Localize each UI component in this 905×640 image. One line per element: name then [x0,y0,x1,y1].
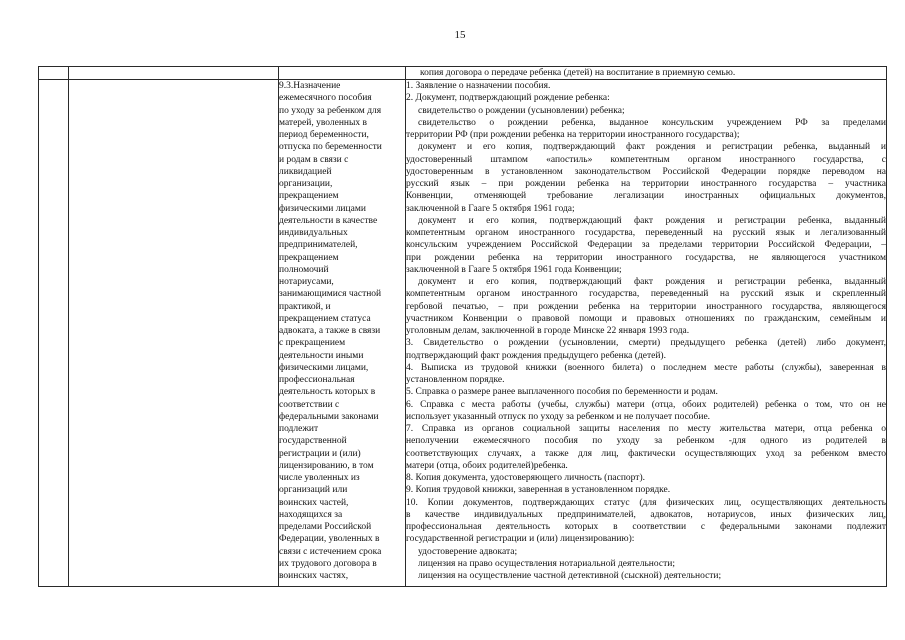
service-text-line: практикой, и [279,301,331,312]
requirements-table [38,66,887,587]
document-text-line: 3. Свидетельство о рождении (усыновлении, смерти) предыдущего ребенка (детей) либо документ, [406,338,886,349]
document-text-line: 2. Документ, подтверждающий рождение ребенка: [406,93,610,104]
document-text-line: участником Конвенции о правовой помощи и правовых отношениях по гражданским, семейным и [406,313,886,324]
document-paragraph [406,497,886,546]
document-text-line: компетентным органом иностранного государства, переведенный на русский язык и скрепленный [406,289,886,300]
service-text-line: регистрации и (или) [279,448,361,459]
document-paragraph [406,546,886,558]
document-text-line: 8. Копия документа, удостоверяющего личность (паспорт). [406,473,645,483]
document-paragraph [406,423,886,472]
document-text-line: профессиональная деятельность которых в соответствии с федеральными законами подлежит [406,522,886,532]
document-text-line: уголовным делам, заключенной в городе Минске 22 января 1993 года. [406,326,690,336]
service-text-line: прекращением статуса [279,313,371,324]
document-text-line: 9. Копия трудовой книжки, заверенная в установленном порядке. [406,485,671,496]
service-text-line: и родам в связи с [279,154,349,165]
document-text-line: 5. Справка о размере ранее выплаченного пособия по беременности и родам. [406,387,718,398]
service-text-line: их трудового договора в [279,558,377,569]
document-text-line: подтверждающий факт рождения предыдущего ребенка (детей). [406,350,666,361]
document-text-line: документ и его копия, подтверждающий факт рождения и регистрации ребенка, выданный и [418,142,886,153]
document-text-line: территории РФ (при рождении ребенка на территории иностранного государства); [406,130,740,140]
service-text-line: воинских частей, [279,497,349,508]
document-text-line: лицензия на право осуществления нотариальной деятельности; [418,558,675,569]
document-text-line: удостоверенный штампом «апостиль» компетентным органом иностранного государства, с [406,154,886,165]
service-text-line: ликвидацией [279,166,332,177]
document-text-line: гербовой печатью, – при рождении ребенка на территории иностранного государства, являющегося [406,301,886,312]
document-text-line: использует указанный отпуск по уходу за ребенком и не получает пособие. [406,411,711,422]
document-text-line: 4. Выписка из трудовой книжки (военного билета) о последнем месте работы (службы), заверенная в [406,362,886,373]
cell-documents [406,80,887,587]
service-text-line: Федерации, уволенных в [279,534,380,545]
document-paragraph [406,472,886,484]
document-text-line: заключенной в Гааге 5 октября 1961 года Конвенции; [406,264,622,275]
service-text-line: физическими лицами, [279,362,369,373]
document-text-line: 1. Заявление о назначении пособия. [406,81,551,91]
service-text-line: период беременности, [279,130,369,140]
document-paragraph [406,386,886,398]
page-number: 15 [454,29,466,41]
cell-category [69,80,279,587]
document-paragraph [406,362,886,387]
service-text-line: индивидуальных [279,228,348,238]
document-text-line: установленном порядке. [406,375,505,385]
document-paragraph [406,399,886,424]
document-text-line: матери (отца, обоих родителей)ребенка. [406,460,568,471]
service-text-line: прекращением [279,191,339,202]
document-paragraph [406,570,886,582]
document-text-line: удостоверение адвоката; [418,546,518,557]
document-paragraph [406,117,886,142]
document-text-line: копия договора о передаче ребенка (детей) на воспитание в приемную семью. [420,68,736,78]
service-text-line: воинских частях, [279,571,349,581]
document-paragraph [406,276,886,337]
service-text-line: занимающимися частной [279,289,382,300]
service-text-line: государственной [279,436,347,447]
cell-number [39,67,69,80]
document-text-line: свидетельство о рождении ребенка, выданное консульским учреждением РФ за пределами [418,117,886,128]
service-text-line: по уходу за ребенком для [279,105,382,116]
service-text-line: матерей, уволенных в [279,117,368,128]
service-text-line: находящихся за [279,509,343,520]
service-text-line: соответствии с [279,399,340,410]
service-text-line: профессиональная [279,375,355,385]
document-text-line: свидетельство о рождении (усыновлении) ребенка; [418,105,625,116]
service-text-line: организаций или [279,485,348,496]
document-text-line: 10. Копии документов, подтверждающих статус (для физических лиц, осуществляющих деятельность [406,497,886,508]
document-paragraph [406,80,886,92]
document-text-line: русский язык – при рождении ребенка на территории иностранного государства – участника [406,179,886,189]
service-text-line: организации, [279,179,333,189]
document-text-line: консульским учреждением Российской Федерации за пределами территории Российской Федерации, – [406,240,886,251]
service-text-line: связи с истечением срока [279,546,382,557]
document-text-line: 6. Справка с места работы (учебы, службы) матери (отца, обоих родителей) ребенка о том, что он не [406,399,886,410]
table-row [39,80,887,587]
service-text-line: с прекращением [279,338,346,349]
service-text-line: 9.3.Назначение [279,81,341,91]
document-paragraph [406,558,886,570]
document-paragraph [406,92,886,104]
service-text-line: деятельности иными [279,350,364,361]
service-text-line: деятельность которых в [279,387,376,398]
cell-documents [406,67,887,80]
cell-service [279,67,406,80]
table-row [39,67,887,80]
service-text-line: числе уволенных из [279,473,360,483]
document-text-line: неполучении ежемесячного пособия по уходу за ребенком -для одного из родителей в [406,436,886,447]
cell-service [279,80,406,587]
document-text-line: документ и его копия, подтверждающий факт рождения и регистрации ребенка, выданный [418,277,886,287]
service-text-line: нотариусами, [279,277,334,287]
cell-category [69,67,279,80]
document-text-line: компетентным органом иностранного государства, переведенный на русский язык и легализованный [406,228,886,238]
document-text-line: удостоверенным в установленном законодательством Российской Федерации порядке переводом на [406,166,886,177]
document-text-line: государственной регистрации и (или) лицензированию): [406,534,635,545]
document-text-line: соответствующих случаях, а также для лиц, фактически осуществляющих уход за ребенком вместо [406,448,886,459]
document-text-line: документ и его копия, подтверждающий факт рождения и регистрации ребенка, выданный [418,215,886,226]
cell-number [39,80,69,587]
document-text-line: 7. Справка из органов социальной защиты населения по месту жительства матери, отца ребенка о [406,424,886,434]
service-text-line: предпринимателей, [279,240,358,251]
service-text-line: полномочий [279,264,329,275]
service-text-line: лицензированию, в том [279,460,374,471]
document-paragraph [406,215,886,276]
document-paragraph [406,141,886,215]
service-text-line: пределами Российской [279,522,372,532]
document-paragraph [406,484,886,496]
service-text-line: адвоката, а также в связи [279,326,381,336]
service-text-line: федеральными законами [279,411,379,422]
service-text-line: прекращением [279,252,339,263]
service-text-line: деятельности в качестве [279,215,378,226]
document-text-line: при рождении ребенка на территории иностранного государства, не являющегося участником [406,252,886,263]
document-text-line: Конвенции, отменяющей требование легализации иностранных официальных документов, [406,191,886,202]
service-text-line: физическими лицами [279,203,366,214]
service-text-line: подлежит [279,424,319,434]
service-text-line: ежемесячного пособия [279,93,372,104]
document-text-line: лицензия на осуществление частной детективной (сыскной) деятельности; [418,571,722,581]
document-paragraph [406,337,886,362]
document-text-line: заключенной в Гааге 5 октября 1961 года; [406,203,575,214]
service-text-line: отпуска по беременности [279,142,382,153]
document-paragraph [406,105,886,117]
document-text-line: в качестве индивидуальных предпринимателей, адвокатов, нотариусов, иных физических лиц, [406,509,886,520]
